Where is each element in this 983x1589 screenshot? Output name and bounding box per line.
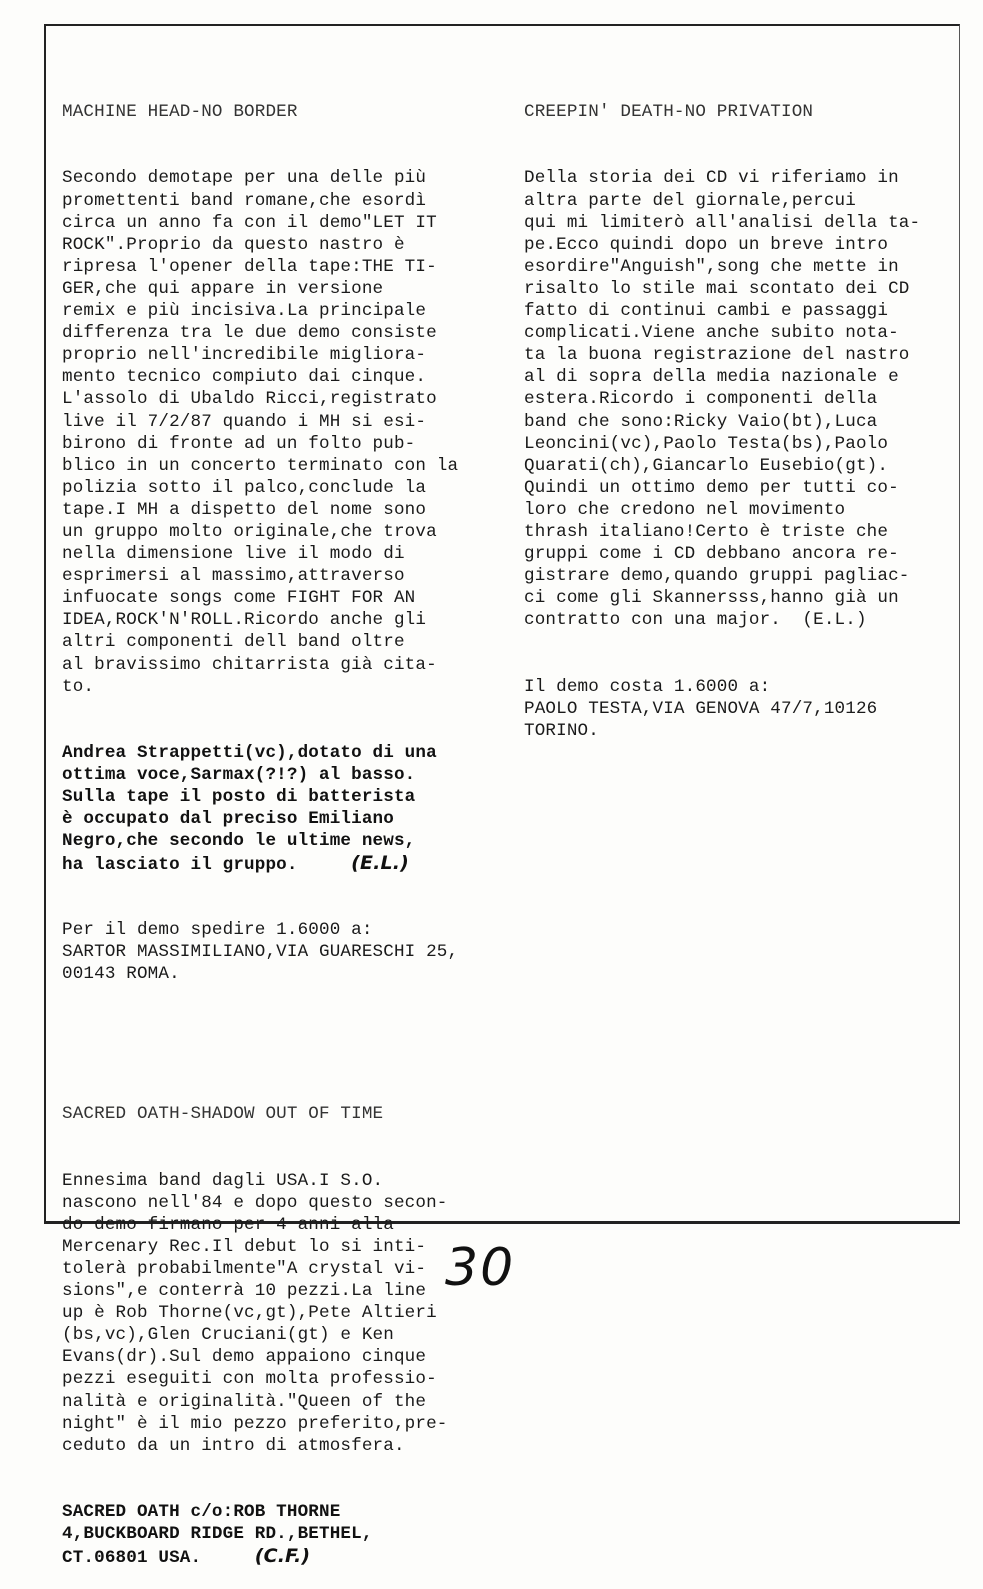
text-line: nalità e originalità."Queen of the: [62, 1391, 427, 1412]
text-line: thrash italiano!Certo è triste che: [524, 521, 889, 542]
text-line: blico in un concerto terminato con la: [62, 455, 459, 476]
text-line: Quindi un ottimo demo per tutti co-: [524, 477, 899, 498]
text-line: IDEA,ROCK'N'ROLL.Ricordo anche gli: [62, 610, 427, 631]
text-line: birono di fronte ad un folto pub-: [62, 433, 416, 454]
text-line: Secondo demotape per una delle più: [62, 168, 427, 189]
text-line: PAOLO TESTA,VIA GENOVA 47/7,10126: [524, 698, 878, 719]
text-line: ripresa l'opener della tape:THE TI-: [62, 256, 437, 277]
text-line: tape.I MH a dispetto del nome sono: [62, 499, 427, 520]
right-column: [524, 57, 920, 764]
text-line: pe.Ecco quindi dopo un breve intro: [524, 234, 889, 255]
text-line: ottima voce,Sarmax(?!?) al basso.: [62, 765, 416, 785]
text-line: Evans(dr).Sul demo appaiono cinque: [62, 1347, 427, 1368]
address-sacred-oath: [62, 1501, 458, 1567]
text-line: Negro,che secondo le ultime news,: [62, 831, 416, 852]
review-body-creepin-death: [524, 167, 920, 631]
review-lineup-machine-head: [62, 742, 458, 875]
text-line: gruppi come i CD debbano ancora re-: [524, 544, 899, 565]
text-line: differenza tra le due demo consiste: [62, 323, 437, 344]
text-line: Della storia dei CD vi riferiamo in: [524, 168, 899, 189]
text-line: Leoncini(vc),Paolo Testa(bs),Paolo: [524, 433, 889, 454]
left-column: [62, 57, 458, 1589]
text-line: SACRED OATH c/o:ROB THORNE: [62, 1502, 341, 1522]
text-line: esordire"Anguish",song che mette in: [524, 256, 899, 277]
review-title-creepin-death: CREEPIN' DEATH-NO PRIVATION: [524, 102, 814, 123]
text-line: Sulla tape il posto di batterista: [62, 787, 416, 808]
text-line: ceduto da un intro di atmosfera.: [62, 1435, 405, 1456]
text-line: gistrare demo,quando gruppi pagliac-: [524, 566, 910, 587]
text-line: Quarati(ch),Giancarlo Eusebio(gt).: [524, 455, 889, 476]
text-line: ta la buona registrazione del nastro: [524, 345, 910, 366]
text-line: Per il demo spedire 1.6000 a:: [62, 919, 373, 940]
text-line: nascono nell'84 e dopo questo secon-: [62, 1192, 448, 1213]
text-line: Mercenary Rec.Il debut lo si inti-: [62, 1236, 427, 1257]
text-line: live il 7/2/87 quando i MH si esi-: [62, 411, 427, 432]
author-initials: (C.F.): [254, 1545, 311, 1568]
text-line: proprio nell'incredibile migliora-: [62, 345, 427, 366]
text-line: to.: [62, 676, 95, 697]
text-line: complicati.Viene anche subito nota-: [524, 323, 899, 344]
text-line: altra parte del giornale,percui: [524, 190, 856, 211]
address-machine-head: [62, 919, 458, 985]
text-line: Andrea Strappetti(vc),dotato di una: [62, 742, 437, 763]
text-line: sions",e conterrà 10 pezzi.La line: [62, 1281, 427, 1302]
text-line: ha lasciato il gruppo. (E.L.): [62, 852, 409, 876]
text-line: infuocate songs come FIGHT FOR AN: [62, 588, 416, 609]
text-line: fatto di continui cambi e passaggi: [524, 301, 889, 322]
text-line: tolerà probabilmente"A crystal vi-: [62, 1258, 427, 1279]
review-body-sacred-oath: [62, 1170, 458, 1457]
text-line: mento tecnico compiuto dai cinque.: [62, 367, 427, 388]
text-line: 4,BUCKBOARD RIDGE RD.,BETHEL,: [62, 1524, 373, 1545]
text-line: è occupato dal preciso Emiliano: [62, 809, 394, 830]
text-line: altri componenti dell band oltre: [62, 632, 405, 653]
text-line: risalto lo stile mai scontato dei CD: [524, 278, 910, 299]
review-title-machine-head: MACHINE HEAD-NO BORDER: [62, 102, 298, 123]
text-line: GER,che qui appare in versione: [62, 278, 384, 299]
text-line: esprimersi al massimo,attraverso: [62, 566, 405, 587]
review-title-sacred-oath: SACRED OATH-SHADOW OUT OF TIME: [62, 1104, 384, 1125]
text-line: TORINO.: [524, 720, 599, 741]
text-line: un gruppo molto originale,che trova: [62, 521, 437, 542]
text-line: band che sono:Ricky Vaio(bt),Luca: [524, 411, 878, 432]
text-line: night" è il mio pezzo preferito,pre-: [62, 1413, 448, 1434]
text-line: ci come gli Skannersss,hanno già un: [524, 588, 899, 609]
text-line: qui mi limiterò all'analisi della ta-: [524, 212, 921, 233]
text-line: SARTOR MASSIMILIANO,VIA GUARESCHI 25,: [62, 941, 459, 962]
text-line: L'assolo di Ubaldo Ricci,registrato: [62, 389, 437, 410]
text-line: polizia sotto il palco,conclude la: [62, 477, 427, 498]
text-line: up è Rob Thorne(vc,gt),Pete Altieri: [62, 1303, 437, 1324]
page-number: 30: [445, 1238, 516, 1298]
author-initials: (E.L.): [351, 852, 409, 875]
text-line: Ennesima band dagli USA.I S.O.: [62, 1170, 384, 1191]
address-creepin-death: [524, 676, 920, 742]
review-body-machine-head: [62, 167, 458, 697]
text-line: promettenti band romane,che esordì: [62, 190, 427, 211]
text-line: CT.06801 USA. (C.F.): [62, 1545, 311, 1569]
text-line: do demo firmano per 4 anni alla: [62, 1214, 394, 1235]
text-line: loro che credono nel movimento: [524, 499, 846, 520]
text-line: al bravissimo chitarrista già cita-: [62, 654, 437, 675]
text-line: pezzi eseguiti con molta professio-: [62, 1369, 437, 1390]
text-line: circa un anno fa con il demo"LET IT: [62, 212, 437, 233]
text-line: nella dimensione live il modo di: [62, 544, 405, 565]
text-line: remix e più incisiva.La principale: [62, 301, 427, 322]
text-line: contratto con una major. (E.L.): [524, 610, 867, 631]
text-line: estera.Ricordo i componenti della: [524, 389, 878, 410]
text-line: al di sopra della media nazionale e: [524, 367, 899, 388]
text-line: 00143 ROMA.: [62, 963, 180, 984]
text-line: Il demo costa 1.6000 a:: [524, 676, 771, 697]
text-line: (bs,vc),Glen Cruciani(gt) e Ken: [62, 1325, 394, 1346]
text-line: ROCK".Proprio da questo nastro è: [62, 234, 405, 255]
